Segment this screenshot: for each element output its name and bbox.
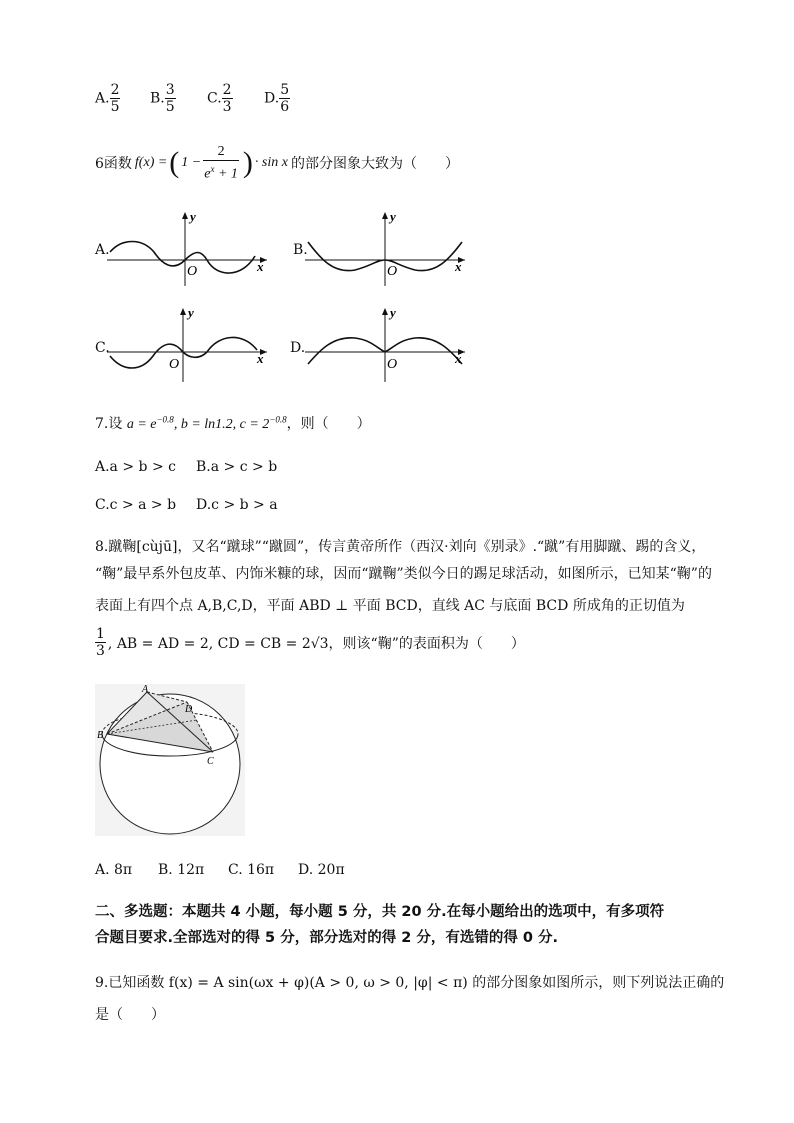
q7-option-b: B.a > c > b [196, 459, 278, 475]
q7-option-c: C.c > a > b [95, 497, 177, 513]
q7-stem: 7.设 $a = e^{-0.8}$, b = ln1.2, $c = 2^{-0.8}$，则（ ） [95, 414, 371, 432]
graph-b [305, 208, 467, 288]
q8-option-a: A. 8π [95, 862, 133, 878]
q5-option-b: B. $\frac{3}{5}$ [150, 82, 175, 115]
svg-text:A: A [142, 684, 149, 695]
q9-line-2: 是（ ） [95, 1007, 165, 1023]
q8-line-1: 8.蹴鞠[cùjū]，又名“蹴球”“蹴圆”，传言黄帝所作（西汉·刘向《别录》.“蹴”有用脚蹴、踢的含义， [95, 539, 706, 555]
q9-line-1: 9.已知函数 f(x) = A sin(ωx + φ)(A > 0, ω > 0, |φ| < π) 的部分图象如图所示，则下列说法正确的 [95, 975, 725, 991]
graph-label-d: D. [290, 340, 306, 356]
q5-option-d: D. $\frac{5}{6}$ [264, 82, 290, 115]
q6-stem: 6函数 f(x) = ( 1 − $\frac{2}{e^x + 1}$ ) · sin x 的部分图象大致为（ ） [95, 143, 459, 182]
graph-label-a: A. [95, 242, 110, 258]
graph-label-c: C. [95, 340, 110, 356]
svg-text:O: O [187, 264, 198, 279]
q5-option-c: C. $\frac{2}{3}$ [207, 82, 232, 115]
svg-text:C: C [207, 756, 214, 767]
q7-option-d: D.c > b > a [196, 497, 278, 513]
q6-formula: f(x) = ( 1 − $\frac{2}{e^x + 1}$ ) · sin x [134, 143, 288, 182]
svg-text:D: D [185, 704, 193, 715]
q8-line-4: $\frac{1}{3}$ , AB = AD = 2, CD = CB = 2√3，则该“鞠”的表面积为（ ） [96, 626, 525, 659]
graph-label-b: B. [293, 242, 308, 258]
q7-option-a: A.a > b > c [95, 459, 176, 475]
q8-line-2: “鞠”最早系外包皮革、内饰米糠的球，因而“蹴鞠”类似今日的踢足球活动，如图所示，已知某“鞠”的 [95, 566, 712, 582]
svg-text:O: O [387, 357, 398, 372]
graph-a [107, 208, 269, 288]
q8-option-d: D. 20π [298, 862, 345, 878]
svg-text:O: O [387, 264, 398, 279]
svg-text:x: x [455, 351, 462, 366]
q8-option-b: B. 12π [158, 862, 205, 878]
svg-text:y: y [390, 209, 396, 224]
section-2-heading-line-1: 二、多选题：本题共 4 小题，每小题 5 分，共 20 分.在每小题给出的选项中，有多项符 [95, 904, 665, 920]
q7-formula: $a = e^{-0.8}$, b = ln1.2, $c = 2^{-0.8}$ [126, 414, 287, 432]
graph-d [305, 304, 467, 384]
svg-text:x: x [257, 259, 264, 274]
graph-c [107, 304, 269, 384]
svg-text:x: x [257, 351, 264, 366]
q8-line-3: 表面上有四个点 A,B,C,D，平面 ABD ⊥ 平面 BCD，直线 AC 与底面 BCD 所成角的正切值为 [95, 598, 685, 614]
q5-option-a: A. $\frac{2}{5}$ [95, 82, 120, 115]
svg-text:y: y [390, 305, 396, 320]
svg-text:y: y [190, 209, 196, 224]
q8-option-c: C. 16π [228, 862, 275, 878]
svg-text:O: O [169, 357, 180, 372]
svg-text:y: y [188, 305, 194, 320]
svg-text:B: B [97, 730, 104, 741]
svg-text:x: x [455, 259, 462, 274]
q8-fraction: $\frac{1}{3}$ [96, 626, 105, 659]
q8-sphere-figure [95, 684, 245, 836]
section-2-heading-line-2: 合题目要求.全部选对的得 5 分，部分选对的得 2 分，有选错的得 0 分. [95, 930, 559, 946]
